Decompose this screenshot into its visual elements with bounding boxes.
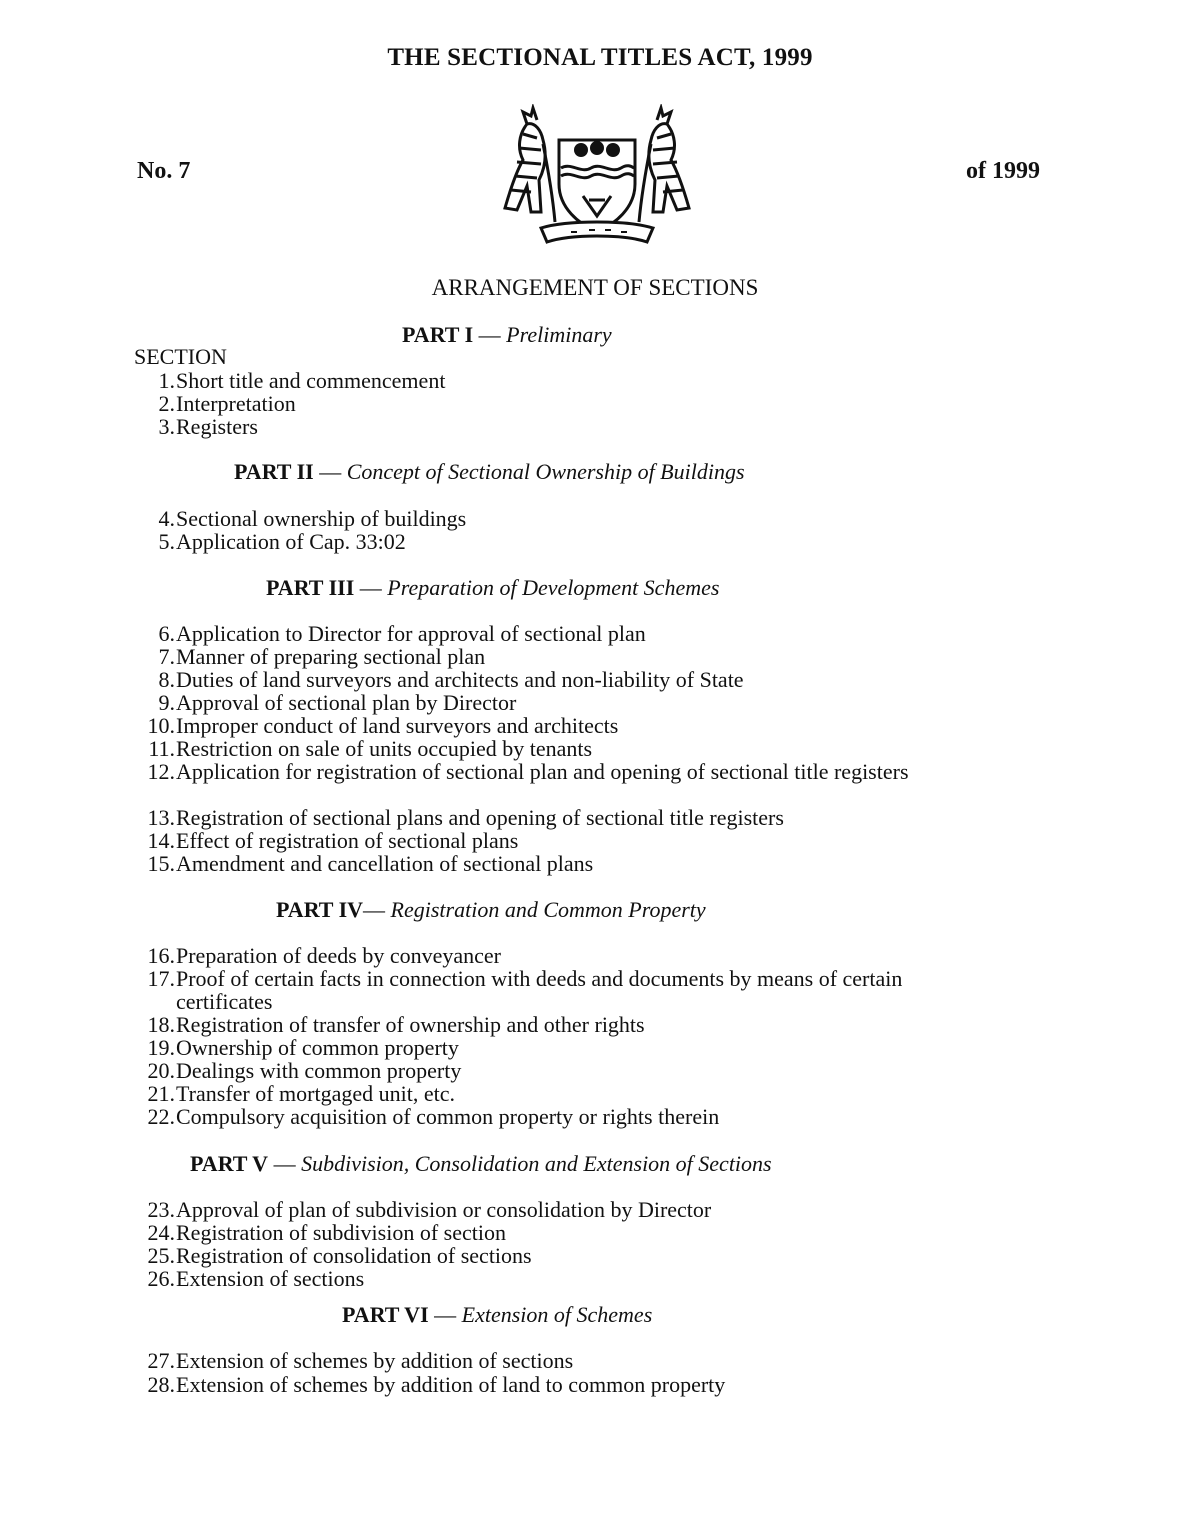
section-number: 9. — [158, 690, 175, 715]
list-item — [120, 691, 920, 714]
part-dash: — — [363, 897, 391, 922]
part-heading — [0, 322, 1200, 348]
list-item — [120, 507, 920, 530]
list-item — [120, 1082, 920, 1105]
list-item — [120, 1013, 920, 1036]
section-number: 23. — [147, 1197, 175, 1222]
section-title: Sectional ownership of buildings — [176, 506, 467, 531]
list-item — [120, 1373, 920, 1396]
section-title: Transfer of mortgaged unit, etc. — [176, 1081, 456, 1106]
list-item — [120, 1036, 920, 1059]
section-title: Approval of sectional plan by Director — [176, 690, 517, 715]
part-heading — [0, 1302, 1200, 1328]
part-label: PART I — [402, 322, 474, 347]
section-number: 12. — [147, 759, 175, 784]
list-item — [120, 714, 920, 737]
list-item — [120, 852, 920, 875]
part-dash: — — [268, 1151, 302, 1176]
section-number: 18. — [147, 1012, 175, 1037]
list-item — [120, 1105, 920, 1128]
section-number: 5. — [158, 529, 175, 554]
section-title: Manner of preparing sectional plan — [176, 644, 486, 669]
section-number: 2. — [158, 391, 175, 416]
section-number: 6. — [158, 621, 175, 646]
section-title: Registration of sectional plans and opening of sectional title registers — [176, 805, 784, 830]
part-label: PART II — [234, 459, 314, 484]
section-number: 28. — [147, 1372, 175, 1397]
part-heading — [0, 459, 1200, 485]
section-number: 16. — [147, 943, 175, 968]
part-label: PART V — [190, 1151, 269, 1176]
section-title: Short title and commencement — [176, 368, 446, 393]
part-dash: — — [313, 459, 347, 484]
section-title: Effect of registration of sectional plans — [176, 828, 519, 853]
section-title: Compulsory acquisition of common property or rights therein — [176, 1104, 720, 1129]
part-label: PART IV — [276, 897, 364, 922]
part-dash: — — [473, 322, 507, 347]
list-item — [120, 1198, 920, 1221]
section-title: Restriction on sale of units occupied by tenants — [176, 736, 593, 761]
part-name: Preliminary — [506, 322, 612, 347]
act-number: No. 7 — [137, 158, 191, 184]
list-item — [120, 967, 910, 1013]
section-number: 1. — [158, 368, 175, 393]
act-year: of 1999 — [966, 158, 1040, 184]
section-title: Improper conduct of land surveyors and architects — [176, 713, 619, 738]
section-number: 25. — [147, 1243, 175, 1268]
section-title: Proof of certain facts in connection with deeds and documents by means of certain certificates — [176, 966, 903, 1014]
section-title: Application of Cap. 33:02 — [176, 529, 406, 554]
list-item — [120, 369, 920, 392]
section-number: 20. — [147, 1058, 175, 1083]
section-number: 19. — [147, 1035, 175, 1060]
section-number: 7. — [158, 644, 175, 669]
section-column-label: SECTION — [134, 344, 227, 369]
section-number: 17. — [147, 966, 175, 991]
section-title: Ownership of common property — [176, 1035, 459, 1060]
part-dash: — — [428, 1302, 462, 1327]
list-item — [120, 392, 920, 415]
part-name: Extension of Schemes — [461, 1302, 653, 1327]
section-title: Extension of schemes by addition of sections — [176, 1348, 574, 1373]
part-name: Preparation of Development Schemes — [387, 575, 720, 600]
section-title: Duties of land surveyors and architects and non-liability of State — [176, 667, 744, 692]
section-title: Application to Director for approval of sectional plan — [176, 621, 646, 646]
list-item — [120, 1267, 920, 1290]
list-item — [120, 1349, 920, 1372]
coat-of-arms-emblem — [497, 104, 697, 250]
list-item — [120, 829, 920, 852]
section-number: 24. — [147, 1220, 175, 1245]
section-number: 14. — [147, 828, 175, 853]
section-number: 15. — [147, 851, 175, 876]
section-number: 10. — [147, 713, 175, 738]
part-heading — [0, 897, 1200, 923]
list-item — [120, 1221, 920, 1244]
arrangement-heading: ARRANGEMENT OF SECTIONS — [431, 275, 759, 300]
section-title: Extension of sections — [176, 1266, 365, 1291]
part-name: Subdivision, Consolidation and Extension of Sections — [301, 1151, 772, 1176]
section-number: 11. — [148, 736, 175, 761]
section-title: Registration of transfer of ownership and other rights — [176, 1012, 645, 1037]
list-item — [120, 737, 920, 760]
section-title: Interpretation — [176, 391, 296, 416]
part-label: PART VI — [342, 1302, 429, 1327]
part-name: Registration and Common Property — [390, 897, 706, 922]
list-item — [120, 530, 920, 553]
section-title: Registration of consolidation of sections — [176, 1243, 532, 1268]
list-item — [120, 944, 920, 967]
act-title: THE SECTIONAL TITLES ACT, 1999 — [387, 44, 813, 71]
part-heading — [0, 575, 1200, 601]
list-item — [120, 415, 920, 438]
part-name: Concept of Sectional Ownership of Buildings — [346, 459, 745, 484]
section-number: 4. — [158, 506, 175, 531]
section-title: Amendment and cancellation of sectional plans — [176, 851, 594, 876]
part-label: PART III — [266, 575, 355, 600]
list-item — [120, 668, 920, 691]
section-number: 13. — [147, 805, 175, 830]
section-title: Dealings with common property — [176, 1058, 462, 1083]
part-heading — [0, 1151, 1200, 1177]
list-item — [120, 622, 920, 645]
list-item — [120, 1244, 920, 1267]
list-item — [120, 645, 920, 668]
section-title: Preparation of deeds by conveyancer — [176, 943, 501, 968]
section-number: 27. — [147, 1348, 175, 1373]
section-title: Application for registration of sectional plan and opening of sectional title registers — [176, 759, 909, 784]
section-number: 21. — [147, 1081, 175, 1106]
list-item — [120, 806, 920, 829]
section-number: 26. — [147, 1266, 175, 1291]
section-number: 22. — [147, 1104, 175, 1129]
section-title: Approval of plan of subdivision or consolidation by Director — [176, 1197, 712, 1222]
section-title: Extension of schemes by addition of land to common property — [176, 1372, 726, 1397]
list-item — [120, 1059, 920, 1082]
section-number: 8. — [158, 667, 175, 692]
list-item — [120, 760, 910, 783]
section-title: Registers — [176, 414, 258, 439]
section-title: Registration of subdivision of section — [176, 1220, 506, 1245]
part-dash: — — [354, 575, 388, 600]
section-number: 3. — [158, 414, 175, 439]
